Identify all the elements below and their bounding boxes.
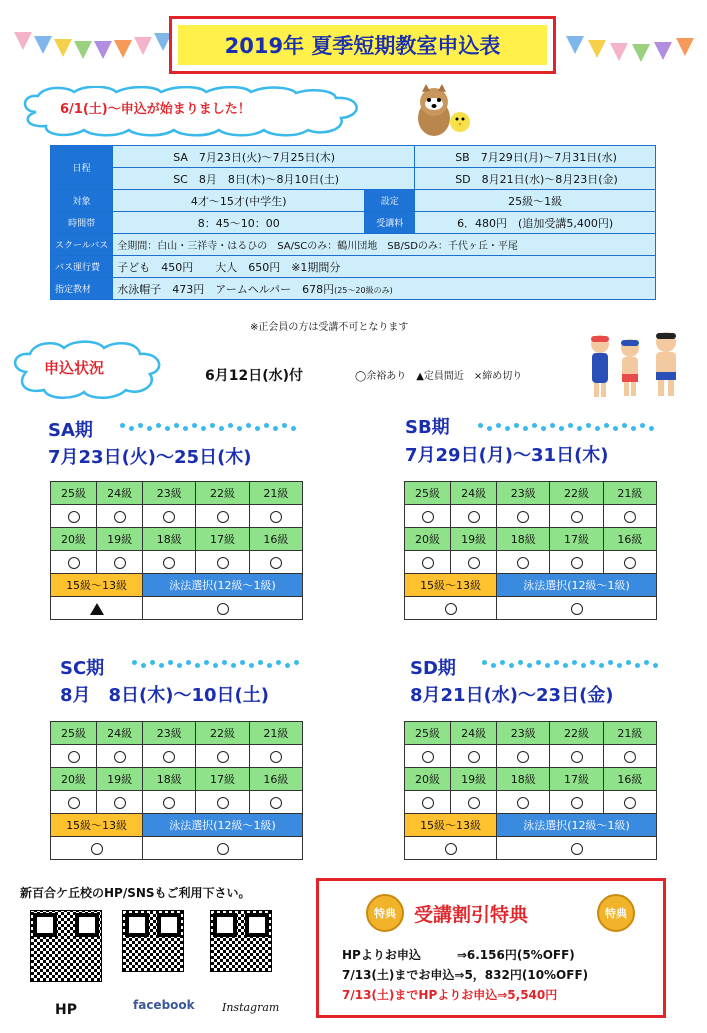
grade-cell: 24級 [451,482,497,505]
decor-dot [518,660,523,665]
decor-dot [595,426,600,431]
available-icon [571,557,583,569]
busfee-value: 子ども 450円 大人 650円 ※1期間分 [113,256,656,278]
decor-dot [613,426,618,431]
decor-dot [186,660,191,665]
decor-dot [514,423,519,428]
decor-dot [159,663,164,668]
available-icon [217,751,229,763]
hp-qr-code[interactable] [30,910,102,982]
discount-line-2: 7/13(土)までお申込⇒5，832円(10%OFF) [342,968,589,982]
decor-dot [132,660,137,665]
decor-dot [147,426,152,431]
decor-dot [150,660,155,665]
nearly-full-icon [90,603,104,615]
decor-dot [129,426,134,431]
decor-dot [478,423,483,428]
decor-dot [204,660,209,665]
discount-line-1: HPよりお申込 ⇒6.156円(5%OFF) [342,948,575,962]
decor-dot [581,663,586,668]
grade-cell: 18級 [497,768,550,791]
dots-sa [120,423,295,431]
title-box [169,16,556,74]
available-icon [217,843,229,855]
grade-cell: 17級 [196,768,249,791]
decor-dot [568,423,573,428]
grade-cell: 19級 [97,528,143,551]
available-icon [422,557,434,569]
dots-sd [482,660,657,668]
grade-cell-stroke: 泳法選択(12級～1級) [497,574,657,597]
decor-dot [554,660,559,665]
decor-dot [523,426,528,431]
decor-dot [653,663,658,668]
decor-dot [264,423,269,428]
bunting-right [566,34,696,74]
bunting-left [14,30,164,70]
available-icon [517,797,529,809]
grade-cell-stroke: 泳法選択(12級～1級) [143,574,303,597]
decor-dot [599,663,604,668]
course-info-table [50,145,656,300]
swimmers-illustration [584,328,692,400]
grade-cell: 22級 [550,722,603,745]
grade-cell: 25級 [405,722,451,745]
period-sc-date: 8月 8日(木)～10日(土) [60,685,270,706]
decor-dot [228,423,233,428]
available-icon [114,557,126,569]
grade-cell: 23級 [143,722,196,745]
status-date: 6月12日(水)付 [205,368,304,384]
available-icon [571,843,583,855]
available-icon [517,557,529,569]
decor-dot [246,423,251,428]
setting-label: 設定 [365,190,415,212]
decor-dot [219,426,224,431]
grade-cell: 18級 [143,768,196,791]
fee-label: 受講料 [365,212,415,234]
grade-table-sc [50,721,303,860]
bus-label: スクールバス [51,234,113,256]
decor-dot [545,663,550,668]
target-label: 対象 [51,190,113,212]
badge-left-icon: 特典 [366,894,404,932]
badge-right-icon: 特典 [597,894,635,932]
available-icon [422,511,434,523]
grade-cell: 22級 [550,482,603,505]
period-sd-date: 8月21日(水)～23日(金) [410,685,614,706]
decor-dot [604,423,609,428]
time-value: 8：45～10：00 [113,212,365,234]
grade-cell: 16級 [249,528,302,551]
decor-dot [294,660,299,665]
available-icon [445,603,457,615]
decor-dot [631,426,636,431]
decor-dot [509,663,514,668]
available-icon [68,751,80,763]
decor-dot [608,660,613,665]
decor-dot [590,660,595,665]
period-sb-name: SB期 [405,417,450,438]
available-icon [114,751,126,763]
decor-dot [563,663,568,668]
decor-dot [586,423,591,428]
decor-dot [156,423,161,428]
grade-table-sb [404,481,657,620]
grade-cell: 17級 [550,528,603,551]
discount-line-3: 7/13(土)までHPよりお申込⇒5,540円 [342,988,558,1002]
dots-sc [132,660,297,668]
period-sc-name: SC期 [60,658,105,679]
decor-dot [168,660,173,665]
schedule-sc: SC 8月 8日(木)～8月10日(土) [113,168,415,190]
fee-value: 6．480円 (追加受講5,400円) [415,212,656,234]
available-icon [163,797,175,809]
decor-dot [267,663,272,668]
decor-dot [192,423,197,428]
decor-dot [536,660,541,665]
instagram-label[interactable]: Instagram [222,1001,280,1014]
available-icon [270,511,282,523]
available-icon [114,511,126,523]
grade-cell: 21級 [603,722,656,745]
decor-dot [255,426,260,431]
available-icon [163,511,175,523]
available-icon [468,751,480,763]
decor-dot [649,426,654,431]
available-icon [114,797,126,809]
available-icon [68,557,80,569]
decor-dot [249,663,254,668]
available-icon [270,557,282,569]
grade-cell: 16級 [249,768,302,791]
decor-dot [550,423,555,428]
decor-dot [491,663,496,668]
decor-dot [210,423,215,428]
available-icon [571,797,583,809]
grade-cell: 22級 [196,722,249,745]
status-title: 申込状況 [44,359,105,377]
hp-label[interactable]: HP [55,1002,77,1018]
decor-dot [626,660,631,665]
available-icon [624,797,636,809]
decor-dot [635,663,640,668]
available-icon [270,797,282,809]
decor-dot [541,426,546,431]
decor-dot [505,426,510,431]
decor-dot [496,423,501,428]
discount-title: 受講割引特典 [414,904,529,926]
decor-dot [500,660,505,665]
decor-dot [622,423,627,428]
grade-table-sd [404,721,657,860]
decor-dot [165,426,170,431]
grade-cell: 17級 [196,528,249,551]
available-icon [468,557,480,569]
decor-dot [527,663,532,668]
grade-cell: 24級 [451,722,497,745]
available-icon [517,511,529,523]
grade-cell-15-13: 15級～13級 [51,814,143,837]
grade-cell: 18級 [497,528,550,551]
available-icon [517,751,529,763]
grade-cell: 19級 [451,768,497,791]
decor-dot [276,660,281,665]
decor-dot [617,663,622,668]
available-icon [217,603,229,615]
available-icon [624,557,636,569]
grade-cell: 25級 [51,482,97,505]
dots-sb [478,423,658,431]
grade-cell: 25級 [51,722,97,745]
status-legend: ◯余裕あり ▲定員間近 ×締め切り [355,371,523,382]
available-icon [163,557,175,569]
grade-cell: 20級 [405,768,451,791]
grade-cell: 23級 [143,482,196,505]
available-icon [468,797,480,809]
available-icon [270,751,282,763]
decor-dot [183,426,188,431]
available-icon [68,797,80,809]
grade-cell: 20級 [51,528,97,551]
decor-dot [174,423,179,428]
available-icon [624,751,636,763]
available-icon [445,843,457,855]
schedule-sb: SB 7月29日(月)～7月31日(水) [415,146,656,168]
decor-dot [291,426,296,431]
decor-dot [572,660,577,665]
grade-cell: 16級 [603,768,656,791]
grade-cell: 19級 [97,768,143,791]
material-note: (25～20級のみ) [334,285,393,295]
grade-cell: 20級 [51,768,97,791]
schedule-sd: SD 8月21日(水)～8月23日(金) [415,168,656,190]
grade-cell-stroke: 泳法選択(12級～1級) [143,814,303,837]
period-sb-date: 7月29日(月)～31日(木) [405,445,609,466]
grade-cell: 24級 [97,482,143,505]
period-sa-name: SA期 [48,420,93,441]
available-icon [217,511,229,523]
instagram-qr-code[interactable] [210,910,272,972]
facebook-label[interactable]: facebook [133,998,195,1012]
grade-cell: 17級 [550,768,603,791]
available-icon [571,511,583,523]
decor-dot [577,426,582,431]
grade-table-sa [50,481,303,620]
grade-cell-15-13: 15級～13級 [405,814,497,837]
grade-cell: 18級 [143,528,196,551]
available-icon [422,797,434,809]
decor-dot [195,663,200,668]
decor-dot [285,663,290,668]
sns-text: 新百合ケ丘校のHP/SNSもご利用下さい。 [20,886,251,900]
available-icon [571,603,583,615]
period-sa-date: 7月23日(火)～25日(木) [48,447,252,468]
material-value [113,278,656,300]
target-value: 4才～15才(中学生) [113,190,365,212]
schedule-sa: SA 7月23日(火)～7月25日(木) [113,146,415,168]
decor-dot [482,660,487,665]
available-icon [163,751,175,763]
grade-cell: 21級 [249,482,302,505]
grade-cell: 21級 [249,722,302,745]
decor-dot [273,426,278,431]
decor-dot [141,663,146,668]
application-banner: 6/1(土)～申込が始まりました！ [60,102,251,117]
grade-cell: 23級 [497,482,550,505]
grade-cell: 25級 [405,482,451,505]
decor-dot [138,423,143,428]
grade-cell: 16級 [603,528,656,551]
time-label: 時間帯 [51,212,113,234]
page-title: 2019年 夏季短期教室申込表 [178,25,547,65]
grade-cell: 19級 [451,528,497,551]
decor-dot [177,663,182,668]
facebook-qr-code[interactable] [122,910,184,972]
available-icon [624,511,636,523]
decor-dot [559,426,564,431]
grade-cell: 20級 [405,528,451,551]
decor-dot [644,660,649,665]
decor-dot [213,663,218,668]
decor-dot [258,660,263,665]
period-sd-name: SD期 [410,658,456,679]
available-icon [468,511,480,523]
decor-dot [237,426,242,431]
decor-dot [231,663,236,668]
available-icon [217,557,229,569]
decor-dot [222,660,227,665]
mascot-illustration [412,82,474,138]
available-icon [91,843,103,855]
grade-cell: 23級 [497,722,550,745]
grade-cell: 22級 [196,482,249,505]
bus-value: 全期間：白山・三祥寺・はるひの SA/SCのみ：鶴川団地 SB/SDのみ：千代ヶ丘・平尾 [113,234,656,256]
member-note: ※正会員の方は受講不可となります [250,322,409,333]
decor-dot [201,426,206,431]
available-icon [571,751,583,763]
grade-cell: 21級 [603,482,656,505]
setting-value: 25級～1級 [415,190,656,212]
decor-dot [532,423,537,428]
decor-dot [120,423,125,428]
decor-dot [640,423,645,428]
grade-cell-15-13: 15級～13級 [405,574,497,597]
grade-cell: 24級 [97,722,143,745]
schedule-label: 日程 [51,146,113,190]
material-label: 指定教材 [51,278,113,300]
grade-cell-15-13: 15級～13級 [51,574,143,597]
available-icon [217,797,229,809]
decor-dot [487,426,492,431]
available-icon [422,751,434,763]
decor-dot [240,660,245,665]
decor-dot [282,423,287,428]
material-text: 水泳帽子 473円 アームヘルパー 678円 [117,282,335,296]
available-icon [68,511,80,523]
busfee-label: バス運行費 [51,256,113,278]
grade-cell-stroke: 泳法選択(12級～1級) [497,814,657,837]
